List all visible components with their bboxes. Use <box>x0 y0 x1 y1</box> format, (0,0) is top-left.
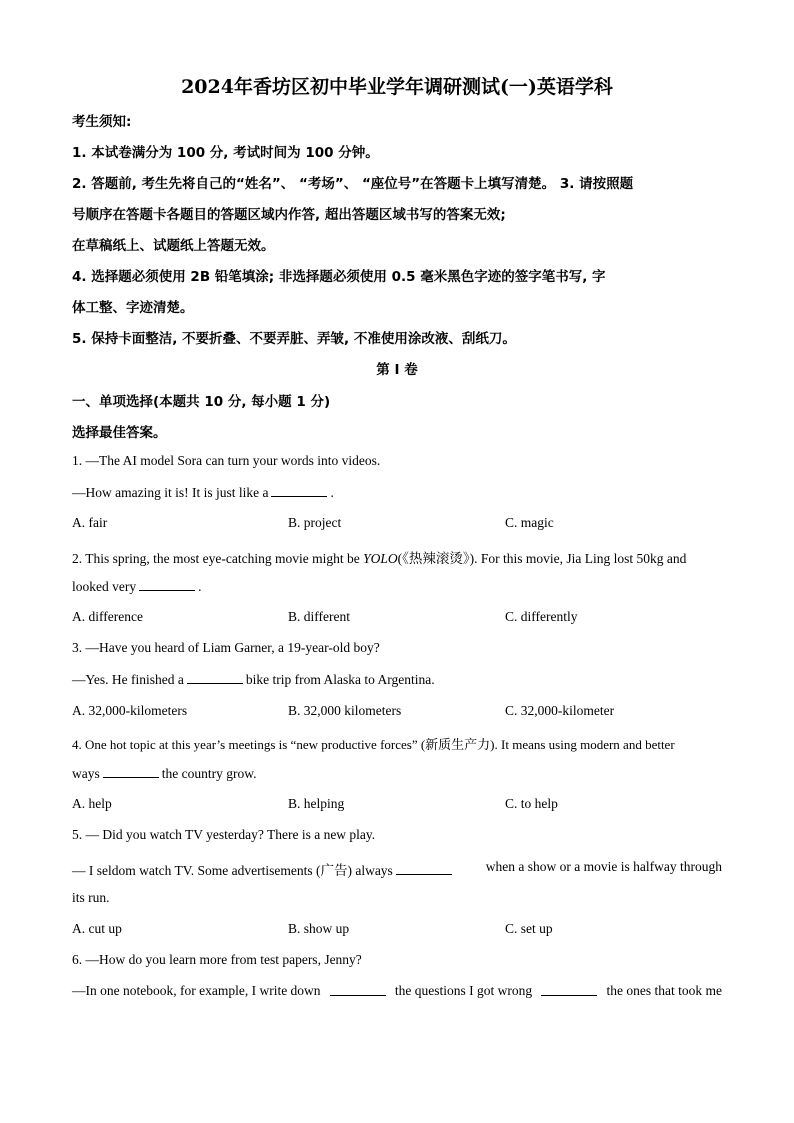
q6-response <box>72 983 722 999</box>
answer-blank <box>271 484 327 497</box>
q2-option-c: C. differently <box>505 609 578 624</box>
q3-response-post: bike trip from Alaska to Argentina. <box>245 672 435 687</box>
q1-response-end: . <box>330 485 334 500</box>
notice-item-5: 5. 保持卡面整洁, 不要折叠、不要弄脏、弄皱, 不准使用涂改液、刮纸刀。 <box>72 331 516 347</box>
q5-stem: 5. — Did you watch TV yesterday? There is a new play. <box>72 827 376 842</box>
q4-option-b: B. helping <box>288 796 345 811</box>
q3-option-c: C. 32,000-kilometer <box>505 703 615 718</box>
q1-response <box>72 484 334 501</box>
q2-option-a: A. difference <box>72 609 143 624</box>
section-instruction: 选择最佳答案。 <box>72 425 167 441</box>
q1-option-b: B. project <box>288 515 342 530</box>
q5-response <box>72 859 722 879</box>
q5-response-left <box>72 859 455 879</box>
notice-item-2-cont: 号顺序在答题卡各题目的答题区域内作答, 超出答题区域书写的答案无效; <box>72 207 506 223</box>
volume-label: 第 Ⅰ 卷 <box>376 362 418 378</box>
q2-stem-cont <box>72 578 201 595</box>
q5-option-b: B. show up <box>288 921 350 936</box>
q5-response-post: when a show or a movie is halfway through <box>485 859 722 874</box>
notice-item-2-cont2: 在草稿纸上、试题纸上答题无效。 <box>72 238 275 254</box>
notice-heading: 考生须知: <box>72 114 132 130</box>
answer-blank <box>139 578 195 591</box>
answer-blank <box>396 862 452 875</box>
q2-cont-end: . <box>198 579 202 594</box>
q5-option-a: A. cut up <box>72 921 122 936</box>
q2-stem-text <box>72 547 686 567</box>
q1-response-text: —How amazing it is! It is just like a <box>72 485 269 500</box>
q6-response-post: the ones that took me <box>606 983 722 998</box>
q3-option-b: B. 32,000 kilometers <box>288 703 402 718</box>
notice-item-4-cont: 体工整、字迹清楚。 <box>72 300 194 316</box>
q6-response-mid: the questions I got wrong <box>394 983 533 998</box>
notice-item-1: 1. 本试卷满分为 100 分, 考试时间为 100 分钟。 <box>72 145 379 161</box>
q2-stem-pre: 2. This spring, the most eye-catching movie might be <box>72 551 360 566</box>
q2-movie-title: YOLO <box>363 551 398 566</box>
q5-response-pre: — I seldom watch TV. Some advertisements (广告) always <box>72 863 393 878</box>
q2-option-b: B. different <box>288 609 350 624</box>
notice-item-2: 2. 答题前, 考生先将自己的“姓名”、 “考场”、 “座位号”在答题卡上填写清楚。 3. 请按照题 <box>72 176 634 192</box>
q3-response <box>72 671 435 688</box>
q4-cont-post: the country grow. <box>161 766 257 781</box>
q1-option-a: A. fair <box>72 515 108 530</box>
q6-response-pre: —In one notebook, for example, I write down <box>72 983 321 998</box>
answer-blank <box>330 983 386 996</box>
q4-cont-pre: ways <box>72 766 100 781</box>
q2-stem <box>72 547 722 567</box>
page-title: 2024年香坊区初中毕业学年调研测试(一)英语学科 <box>181 76 613 98</box>
q4-stem: 4. One hot topic at this year’s meetings is “new productive forces” (新质生产力). It means using modern and better <box>72 737 675 752</box>
q4-option-a: A. help <box>72 796 112 811</box>
q4-stem-cont <box>72 765 256 782</box>
q6-stem: 6. —How do you learn more from test papers, Jenny? <box>72 952 362 967</box>
q5-option-c: C. set up <box>505 921 553 936</box>
q3-option-a: A. 32,000-kilometers <box>72 703 188 718</box>
notice-item-4: 4. 选择题必须使用 2B 铅笔填涂; 非选择题必须使用 0.5 毫米黑色字迹的签字笔书写, 字 <box>72 269 606 285</box>
q2-cont-text: looked very <box>72 579 137 594</box>
q3-stem: 3. —Have you heard of Liam Garner, a 19-year-old boy? <box>72 640 380 655</box>
section-heading: 一、单项选择(本题共 10 分, 每小题 1 分) <box>72 394 331 410</box>
q2-stem-post: (《热辣滚烫》). For this movie, Jia Ling lost 50kg and <box>397 551 687 566</box>
q4-option-c: C. to help <box>505 796 558 811</box>
q3-response-pre: —Yes. He finished a <box>72 672 184 687</box>
q5-response-cont: its run. <box>72 890 110 905</box>
q1-stem: 1. —The AI model Sora can turn your words into videos. <box>72 453 381 468</box>
q1-option-c: C. magic <box>505 515 554 530</box>
answer-blank <box>187 671 243 684</box>
answer-blank <box>541 983 597 996</box>
answer-blank <box>103 765 159 778</box>
